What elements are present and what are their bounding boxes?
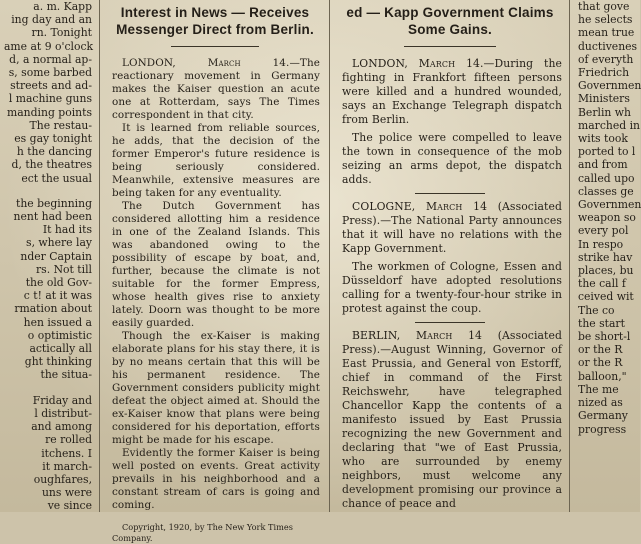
text-line: or the R bbox=[578, 343, 623, 357]
text-line: of everyth bbox=[578, 52, 634, 66]
text-line: rn. Tonight bbox=[31, 26, 92, 40]
paragraph-text: (Associated Press).—The National Party announces that it will have no relations with the Kapp Government. bbox=[342, 200, 562, 255]
article-paragraph: Though the ex-Kaiser is making elaborate plans for his stay there, it is by no means certain that this will be his permanent residence. The Government considers publicity might defeat the object aimed at. Should the ex-Kaiser know that plans were being considered for his deportation, efforts might be made for his escape. bbox=[112, 330, 320, 446]
text-line: and among bbox=[31, 420, 92, 434]
text-line: h the dancing bbox=[16, 145, 92, 159]
text-line: rmation about bbox=[14, 302, 92, 316]
text-line: mean true bbox=[578, 26, 635, 40]
item-divider bbox=[415, 322, 485, 323]
text-line: the situa- bbox=[40, 368, 92, 382]
text-line: Governmen bbox=[578, 79, 641, 93]
dateline: LONDON, March 14. bbox=[122, 57, 290, 69]
text-line: hen issued a bbox=[23, 315, 92, 329]
article-paragraph bbox=[342, 57, 562, 127]
right-partial-column bbox=[574, 0, 640, 512]
left-partial-column bbox=[0, 0, 96, 512]
text-line: called upo bbox=[578, 171, 635, 185]
text-line: Berlin wh bbox=[578, 105, 631, 119]
text-line: streets and ad- bbox=[10, 79, 92, 93]
text-line: The me bbox=[578, 382, 619, 396]
text-line: l machine guns bbox=[8, 92, 92, 106]
kapp-article bbox=[334, 0, 566, 512]
text-line: it march- bbox=[42, 459, 92, 473]
column-rule bbox=[569, 0, 570, 512]
text-line: In respo bbox=[578, 237, 624, 251]
text-line: the start bbox=[578, 316, 625, 330]
dateline: BERLIN, March 14 bbox=[352, 329, 483, 342]
item-divider bbox=[415, 193, 485, 194]
article-paragraph: It is learned from reliable sources, he adds, that the decision of the former Emperor's future residence is being seriously considered. Meanwhile, extensive measures are being taken for any eventuality. bbox=[112, 122, 320, 199]
text-line: be short-l bbox=[578, 330, 631, 344]
text-line: c t! at it was bbox=[23, 289, 92, 303]
text-line: manding points bbox=[7, 105, 92, 119]
text-line: wits took bbox=[578, 132, 628, 146]
text-line: weapon so bbox=[578, 211, 636, 225]
copyright-line: Copyright, 1920, by The New York Times Company. bbox=[112, 522, 293, 543]
kaiser-article bbox=[104, 0, 326, 543]
text-line: Friedrich bbox=[578, 66, 630, 80]
text-line: ported to l bbox=[578, 145, 636, 159]
paragraph-text: —The reactionary movement in Germany makes the Kaiser question an acute one at Rotterdam, says The Times correspondent in that city. bbox=[112, 57, 320, 121]
text-line: marched in bbox=[578, 118, 640, 132]
paragraph-text: —During the fighting in Frankfort fifteen persons were killed and a hundred wounded, says an Exchange Telegraph dispatch from Berlin. bbox=[342, 57, 562, 126]
text-line: ve since bbox=[47, 499, 92, 513]
text-line: It had its bbox=[42, 223, 92, 237]
text-line: ductivenes bbox=[578, 39, 638, 53]
text-line: actically all bbox=[29, 342, 92, 356]
article-paragraph: The workmen of Cologne, Essen and Düsseldorf have adopted resolutions calling for a twenty-four-hour strike in protest against the coup. bbox=[342, 260, 562, 315]
article-paragraph: The Dutch Government has considered allotting him a residence in one of the Zealand Islands. This was abandoned owing to the possibility of escape by boat, and, further, because the climate is not suitable for the former Empress, whose health gives rise to anxiety lately. Doorn was thought to be more easily guarded. bbox=[112, 200, 320, 329]
text-line: oughfares, bbox=[33, 472, 92, 486]
text-line: ceived wit bbox=[578, 290, 634, 304]
text-line: ing day and an bbox=[11, 13, 92, 27]
article-headline: ed — Kapp Government Claims Some Gains. bbox=[346, 5, 554, 37]
text-line: Ministers bbox=[578, 92, 630, 106]
article-headline: Interest in News — Receives Messenger Direct from Berlin. bbox=[116, 5, 314, 37]
text-line: the beginning bbox=[15, 196, 92, 210]
text-line: nent had been bbox=[13, 210, 92, 224]
text-line: s, some barbed bbox=[8, 66, 92, 80]
text-line: ght thinking bbox=[24, 355, 92, 369]
text-line: rs. Not till bbox=[36, 262, 92, 276]
text-line: itchens. I bbox=[41, 446, 92, 460]
text-line: The co bbox=[578, 303, 615, 317]
text-line: Friday and bbox=[32, 393, 92, 407]
left-fragment-block-top bbox=[0, 0, 96, 185]
text-line: or the R bbox=[578, 356, 623, 370]
text-line: the old Gov- bbox=[25, 276, 92, 290]
headline-divider bbox=[171, 46, 260, 47]
text-line: o optimistic bbox=[27, 328, 92, 342]
text-line: he selects bbox=[578, 13, 633, 27]
paragraph-text: (Associated Press).—August Winning, Governor of East Prussia, and General von Estorff, chief in command of the First Reichswehr, have telegraphed Chancellor Kapp the contents of a manifesto issued by East Prussia recognizing the new Government and declaring that "we of East Prussia, who are surrounded by enemy neighbors, must welcome any development promising our province a chance of peace and bbox=[342, 329, 562, 510]
text-line: d, the theatres bbox=[11, 158, 92, 172]
text-line: l distribut- bbox=[34, 406, 92, 420]
text-line: balloon," bbox=[578, 369, 627, 383]
text-line: places, bu bbox=[578, 264, 634, 278]
text-line: that gove bbox=[578, 0, 630, 13]
text-line: and from bbox=[578, 158, 628, 172]
text-line: The restau- bbox=[29, 118, 92, 132]
text-line: nder Captain bbox=[20, 249, 92, 263]
text-line: strike hav bbox=[578, 250, 633, 264]
article-paragraph: The police were compelled to leave the town in consequence of the mob seizing an arms depot, the dispatch adds. bbox=[342, 131, 562, 186]
column-rule bbox=[99, 0, 100, 512]
article-paragraph: Evidently the former Kaiser is being well posted on events. Great activity prevails in his neighborhood and a constant stream of cars is going and coming. bbox=[112, 447, 320, 511]
text-line: progress bbox=[578, 422, 627, 436]
text-line: a. m. Kapp bbox=[33, 0, 92, 13]
text-line: ame at 9 o'clock bbox=[4, 39, 94, 53]
text-line: re rolled bbox=[45, 433, 92, 447]
text-line: s, where lay bbox=[26, 236, 92, 250]
text-line: uns were bbox=[41, 486, 92, 500]
text-line: classes ge bbox=[578, 184, 634, 198]
text-line: d, a normal ap- bbox=[9, 52, 92, 66]
text-line: Governmen bbox=[578, 198, 641, 212]
article-paragraph bbox=[112, 57, 320, 122]
article-paragraph bbox=[342, 329, 562, 511]
headline-divider bbox=[404, 46, 497, 47]
text-line: Germany bbox=[578, 409, 628, 423]
text-line: ect the usual bbox=[21, 171, 92, 185]
left-fragment-block-bottom bbox=[0, 394, 96, 513]
text-line: every pol bbox=[578, 224, 629, 238]
text-line: es gay tonight bbox=[14, 132, 92, 146]
text-line: nized as bbox=[578, 396, 623, 410]
dateline: COLOGNE, March 14 bbox=[352, 200, 488, 213]
column-rule bbox=[329, 0, 330, 512]
left-fragment-block-mid bbox=[0, 197, 96, 382]
text-line: the call f bbox=[578, 277, 626, 291]
article-paragraph bbox=[342, 200, 562, 256]
dateline: LONDON, March 14. bbox=[352, 57, 484, 70]
